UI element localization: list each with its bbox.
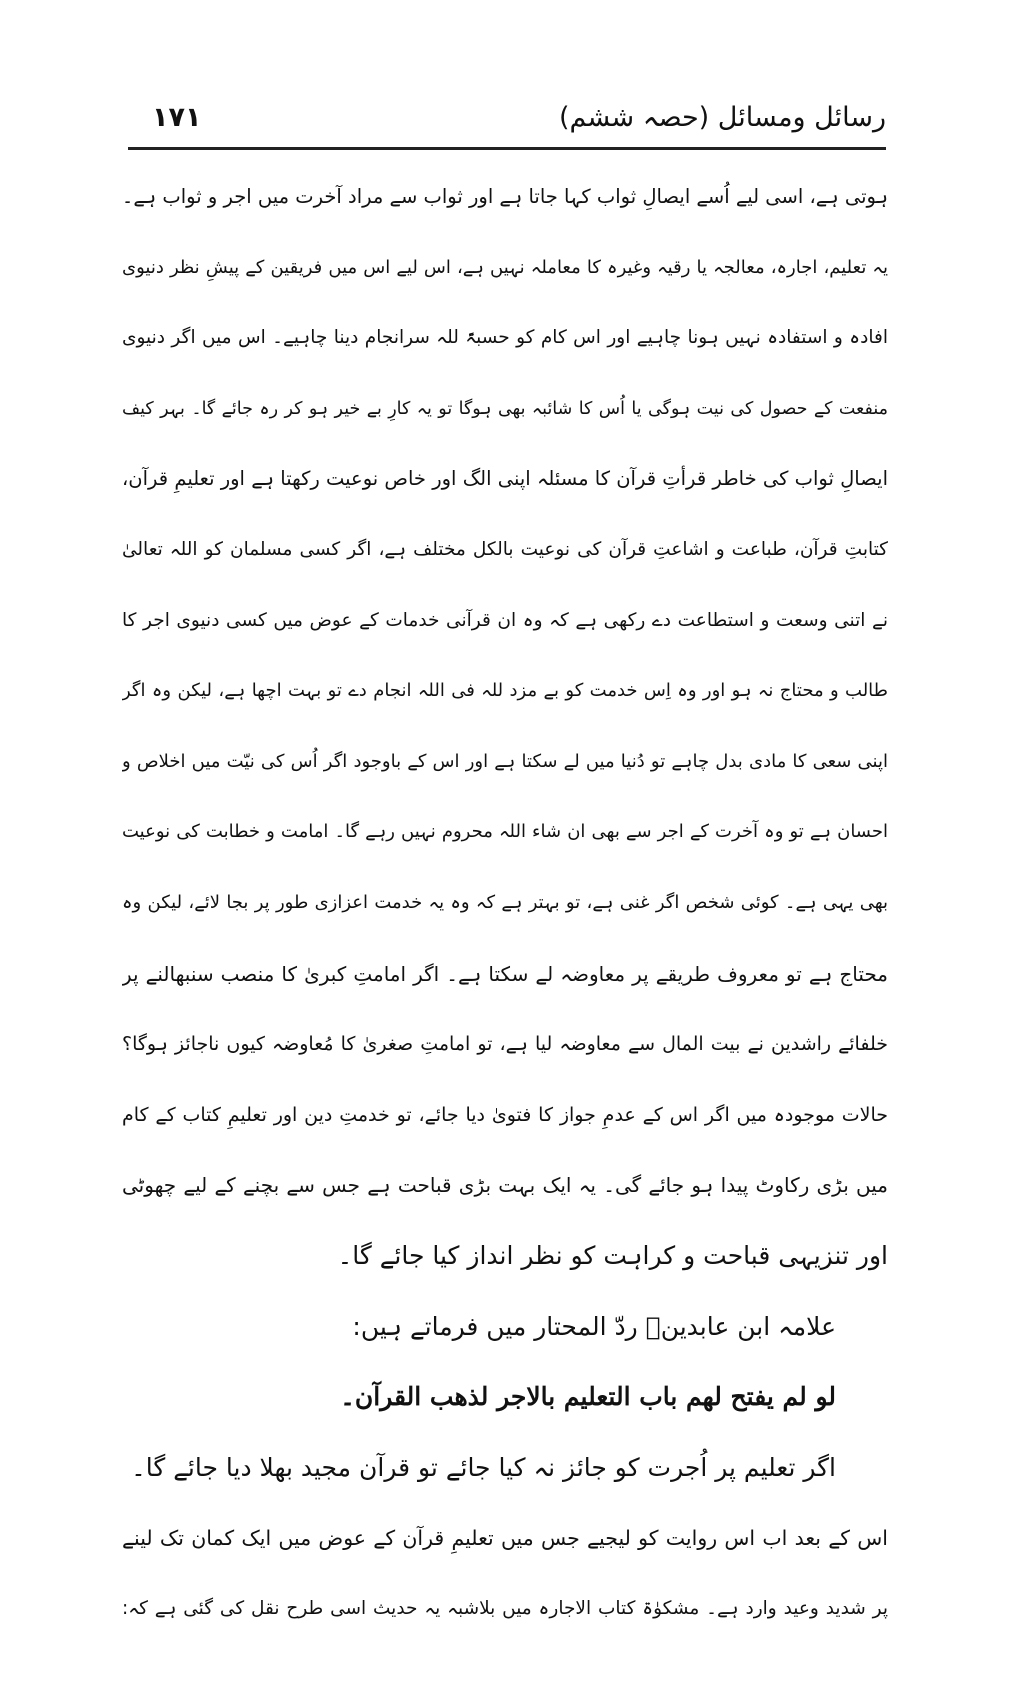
text-line: نے اتنی وسعت و استطاعت دے رکھی ہے کہ وہ ان قرآنی خدمات کے عوض میں کسی دنیوی اجر کا	[122, 609, 888, 631]
text-line: میں بڑی رکاوٹ پیدا ہو جائے گی۔ یہ ایک بہت بڑی قباحت ہے جس سے بچنے کے لیے چھوٹی	[122, 1173, 888, 1198]
text-line: بھی یہی ہے۔ کوئی شخص اگر غنی ہے، تو بہتر ہے کہ وہ یہ خدمت اعزازی طور پر بجا لائے، لیکن وہ	[122, 891, 888, 913]
text-line: ہوتی ہے، اسی لیے اُسے ایصالِ ثواب کہا جاتا ہے اور ثواب سے مراد آخرت میں اجر و ثواب ہے۔	[122, 185, 888, 208]
text-line: افادہ و استفادہ نہیں ہونا چاہیے اور اس کام کو حسبۃً للہ سرانجام دینا چاہیے۔ اس میں اگر دنیوی	[122, 327, 888, 349]
page-number: ۱۷۱	[152, 102, 202, 133]
text-line: پر شدید وعید وارد ہے۔ مشکوٰۃ کتاب الاجارہ میں بلاشبہ یہ حدیث اسی طرح نقل کی گئی ہے کہ:	[122, 1597, 888, 1619]
text-line: خلفائے راشدین نے بیت المال سے معاوضہ لیا ہے، تو امامتِ صغریٰ کا مُعاوضہ کیوں ناجائز ہوگا؟	[122, 1033, 888, 1056]
quote-intro-line: علامہ ابن عابدینؒ ردّ المحتار میں فرماتے ہیں:	[352, 1311, 836, 1341]
text-line: احسان ہے تو وہ آخرت کے اجر سے بھی ان شاء اللہ محروم نہیں رہے گا۔ امامت و خطابت کی نوعیت	[122, 821, 888, 843]
running-header	[128, 92, 886, 150]
text-line: کتابتِ قرآن، طباعت و اشاعتِ قرآن کی نوعیت بالکل مختلف ہے، اگر کسی مسلمان کو اللہ تعالیٰ	[122, 538, 888, 560]
text-line: یہ تعلیم، اجارہ، معالجہ یا رقیہ وغیرہ کا معاملہ نہیں ہے، اس لیے اس میں فریقین کے پیشِ نظر دنیوی	[122, 256, 888, 278]
body-text	[122, 162, 888, 1644]
paragraph-end-line: اور تنزیہی قباحت و کراہت کو نظر انداز کیا جائے گا۔	[337, 1240, 888, 1270]
text-line: اس کے بعد اب اس روایت کو لیجیے جس میں تعلیمِ قرآن کے عوض میں ایک کمان تک لینے	[122, 1526, 888, 1551]
header-divider	[128, 147, 886, 150]
text-line: ایصالِ ثواب کی خاطر قرأتِ قرآن کا مسئلہ اپنی الگ اور خاص نوعیت رکھتا ہے اور تعلیمِ قرآن،	[122, 467, 888, 491]
text-line: طالب و محتاج نہ ہو اور وہ اِس خدمت کو بے مزد للہ فی اللہ انجام دے تو بہت اچھا ہے، لیکن وہ اگر	[122, 680, 888, 702]
text-line: اپنی سعی کا مادی بدل چاہے تو دُنیا میں لے سکتا ہے اور اس کے باوجود اگر اُس کی نیّت میں اخلاص و	[122, 750, 888, 772]
text-line: حالات موجودہ میں اگر اس کے عدمِ جواز کا فتویٰ دیا جائے، تو خدمتِ دین اور تعلیمِ کتاب کے کام	[122, 1103, 888, 1126]
book-title: رسائل ومسائل (حصہ ششم)	[558, 102, 886, 133]
text-line: محتاج ہے تو معروف طریقے پر معاوضہ لے سکتا ہے۔ اگر امامتِ کبریٰ کا منصب سنبھالنے پر	[122, 961, 888, 986]
text-line: منفعت کے حصول کی نیت ہوگی یا اُس کا شائبہ بھی ہوگا تو یہ کارِ بے خیر ہو کر رہ جائے گا۔ بہر کیف	[122, 398, 888, 419]
arabic-quote-line: لو لم یفتح لهم باب التعليم بالاجر لذهب القرآن۔	[340, 1382, 836, 1412]
quote-translation-line: اگر تعلیم پر اُجرت کو جائز نہ کیا جائے تو قرآن مجید بھلا دیا جائے گا۔	[131, 1452, 836, 1482]
